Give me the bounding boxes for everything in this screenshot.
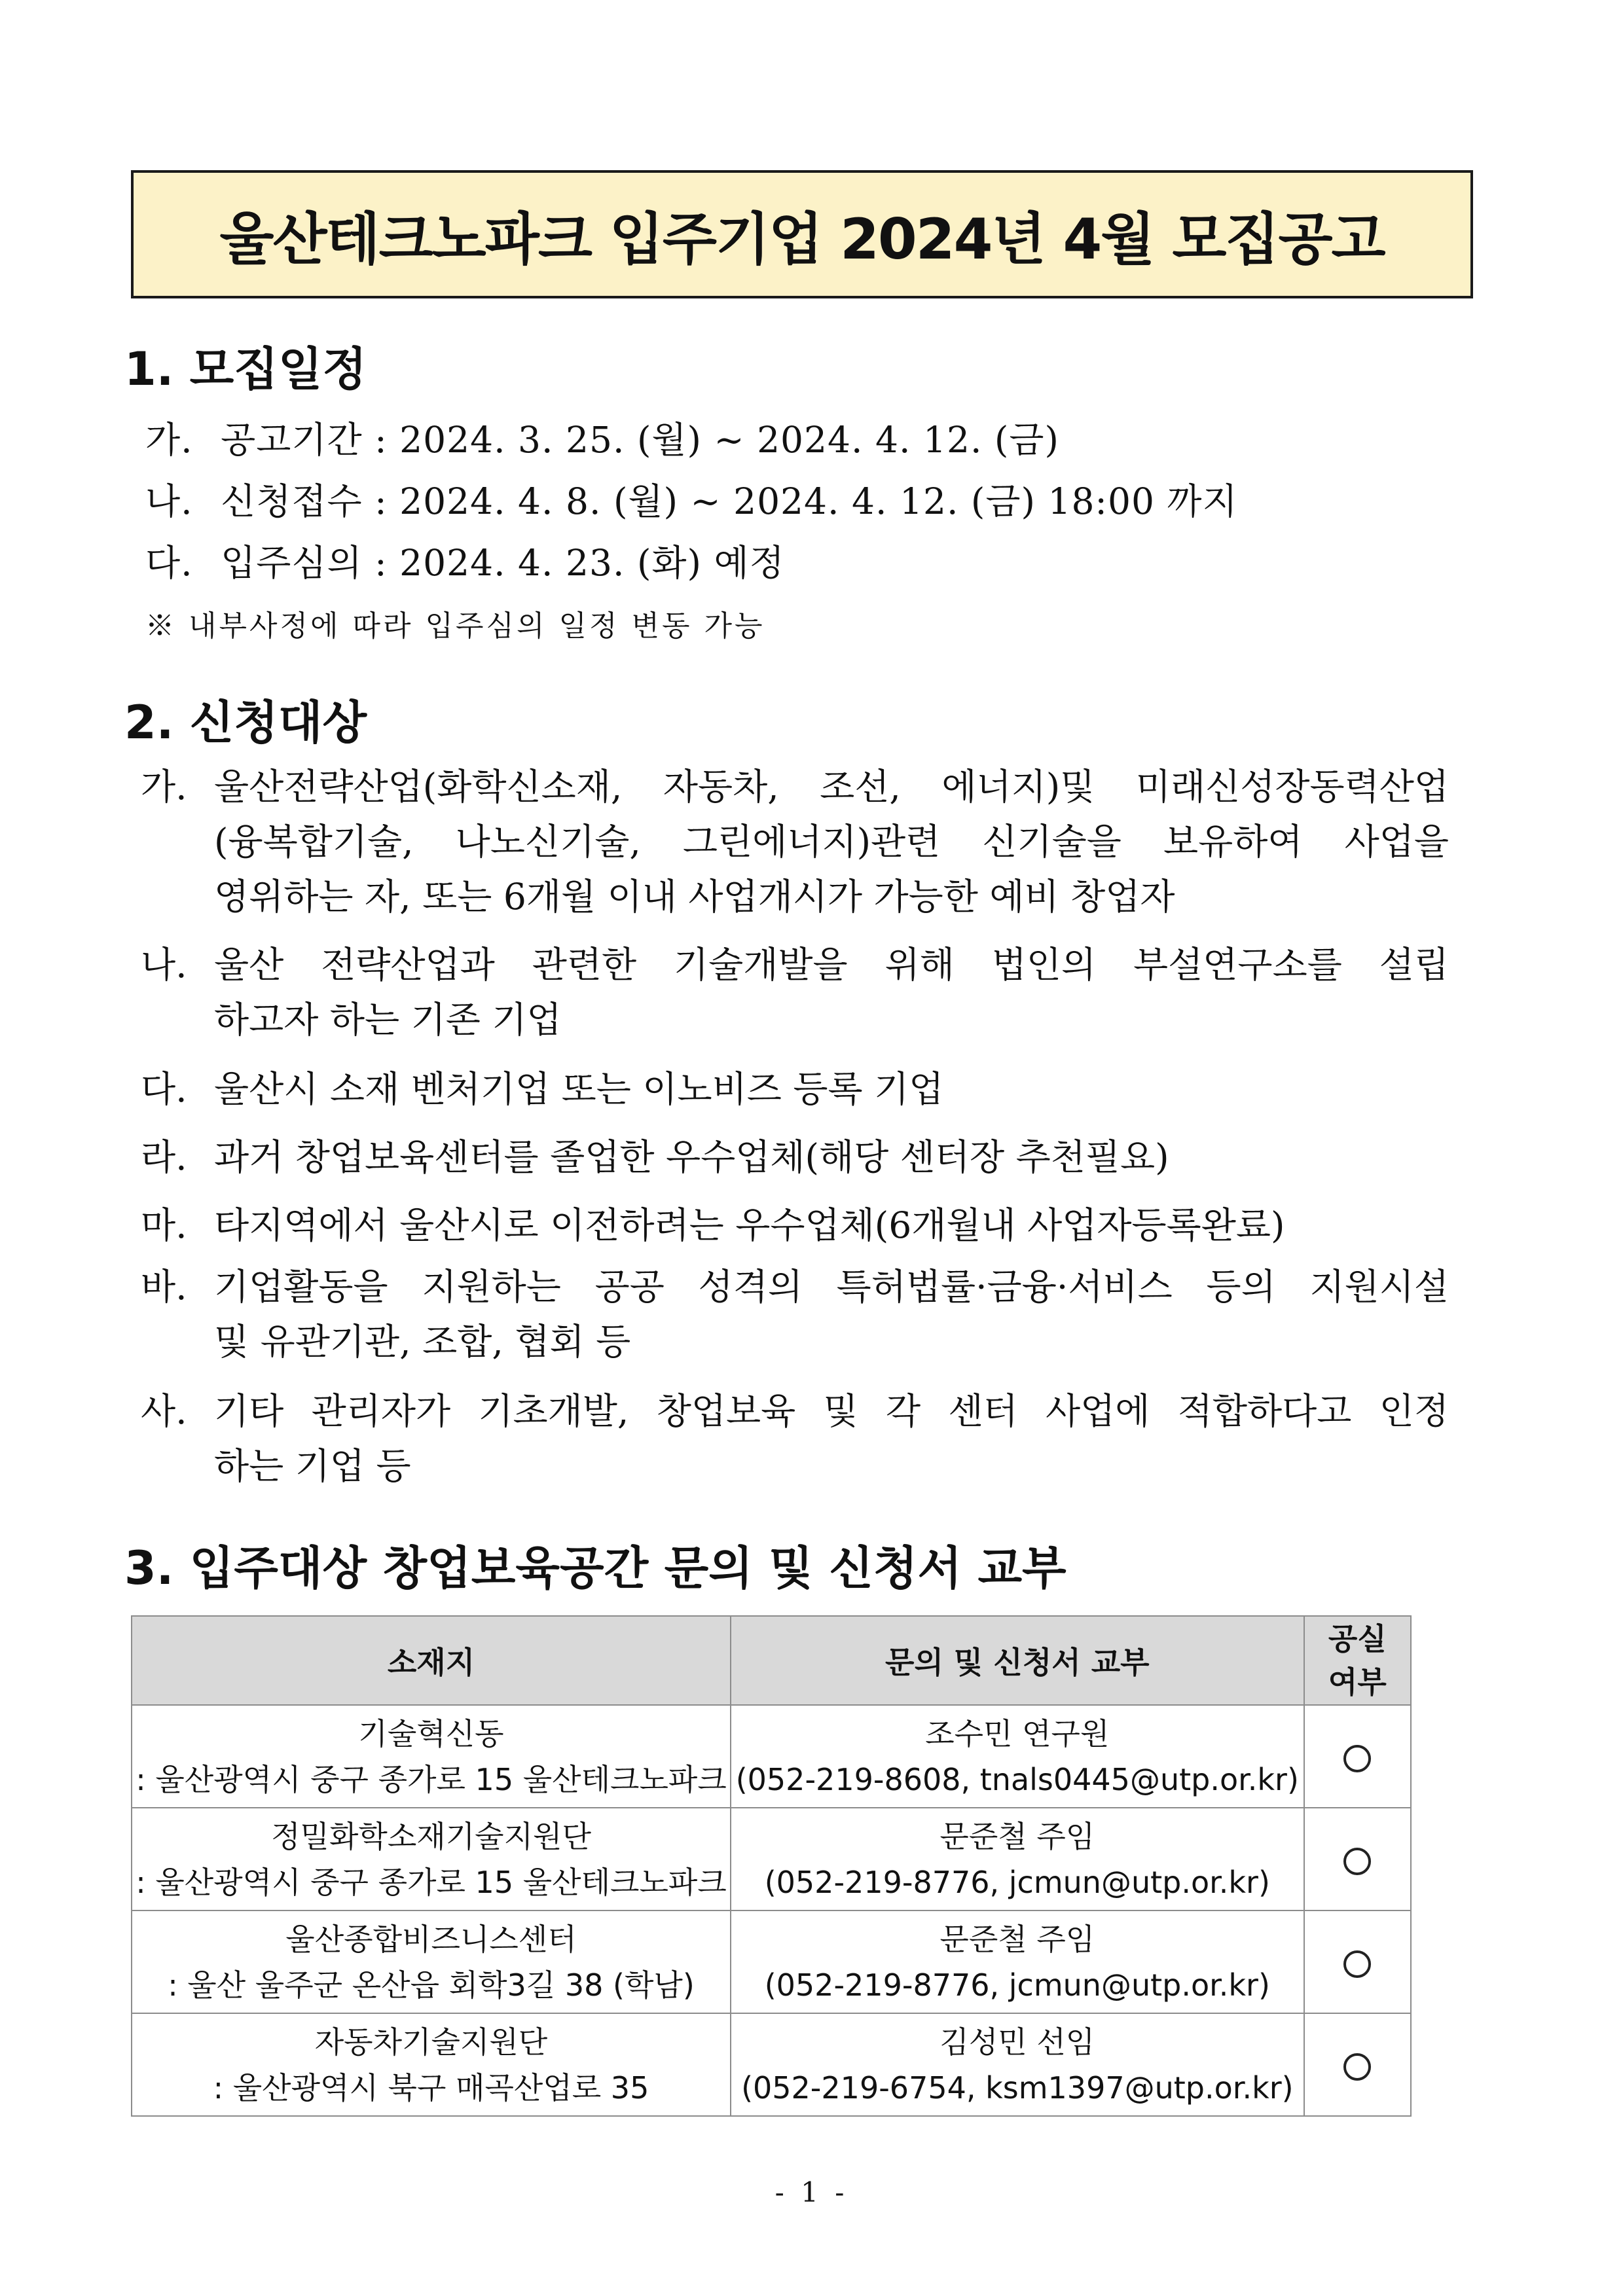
- center-name: 정밀화학소재기술지원단: [271, 1818, 591, 1854]
- center-name: 울산종합비즈니스센터: [285, 1921, 577, 1957]
- eligibility-item-ba: [141, 1259, 1449, 1369]
- table-row: [132, 1808, 1411, 1910]
- location-cell: [132, 1910, 731, 2013]
- availability-cell: [1304, 1910, 1411, 2013]
- section1-heading: 1. 모집일정: [124, 342, 367, 396]
- schedule-marker: 가.: [145, 419, 193, 461]
- eligibility-line: (융복합기술, 나노신기술, 그린에너지)관련 신기술을 보유하여 사업을: [214, 821, 1449, 863]
- eligibility-marker: 사.: [141, 1390, 187, 1432]
- center-name: 자동차기술지원단: [314, 2024, 548, 2060]
- header-availability: [1304, 1616, 1411, 1705]
- available-circle-icon: [1343, 2053, 1371, 2081]
- schedule-note: ※ 내부사정에 따라 입주심의 일정 변동 가능: [145, 609, 765, 643]
- table-row: [132, 2013, 1411, 2116]
- page-title: 울산테크노파크 입주기업 2024년 4월 모집공고: [219, 207, 1385, 272]
- header-availability-line1: 공실: [1328, 1621, 1387, 1657]
- contact-info: (052-219-8608, tnals0445@utp.or.kr): [735, 1761, 1299, 1797]
- header-location: 소재지: [132, 1616, 731, 1705]
- eligibility-item-da: [141, 1062, 1449, 1117]
- contact-person: 문준철 주임: [939, 1921, 1095, 1957]
- schedule-text: 신청접수 : 2024. 4. 8. (월) ~ 2024. 4. 12. (금) 18:00 까지: [221, 480, 1238, 522]
- center-address: : 울산광역시 북구 매곡산업로 35: [213, 2070, 649, 2106]
- table-header-row: [132, 1616, 1411, 1705]
- eligibility-line: 과거 창업보육센터를 졸업한 우수업체(해당 센터장 추천필요): [214, 1136, 1169, 1178]
- contact-person: 문준철 주임: [939, 1818, 1095, 1854]
- eligibility-item-ra: [141, 1130, 1449, 1185]
- schedule-text: 입주심의 : 2024. 4. 23. (화) 예정: [221, 542, 785, 584]
- eligibility-line: 기업활동을 지원하는 공공 성격의 특허법률·금융·서비스 등의 지원시설: [214, 1266, 1449, 1308]
- page-number: - 1 -: [775, 2176, 848, 2208]
- center-address: : 울산광역시 중구 종가로 15 울산테크노파크: [136, 1864, 727, 1900]
- schedule-marker: 다.: [145, 542, 193, 584]
- table-row: [132, 1705, 1411, 1808]
- schedule-item-1: [145, 411, 1059, 463]
- location-cell: [132, 1705, 731, 1808]
- eligibility-line: 하고자 하는 기존 기업: [214, 999, 562, 1041]
- eligibility-marker: 마.: [141, 1204, 187, 1246]
- title-box: [131, 170, 1473, 298]
- eligibility-marker: 가.: [141, 766, 187, 808]
- schedule-item-3: [145, 534, 785, 586]
- contact-cell: [731, 1808, 1304, 1910]
- eligibility-item-ga: [141, 759, 1449, 924]
- table-row: [132, 1910, 1411, 2013]
- schedule-text: 공고기간 : 2024. 3. 25. (월) ~ 2024. 4. 12. (금): [221, 419, 1059, 461]
- section3-heading: 3. 입주대상 창업보육공간 문의 및 신청서 교부: [124, 1541, 1067, 1595]
- contact-cell: [731, 1705, 1304, 1808]
- availability-cell: [1304, 1705, 1411, 1808]
- available-circle-icon: [1343, 1848, 1371, 1875]
- contact-cell: [731, 2013, 1304, 2116]
- contact-info: (052-219-8776, jcmun@utp.or.kr): [764, 1967, 1270, 2003]
- eligibility-line: 하는 기업 등: [214, 1445, 411, 1487]
- eligibility-line: 기타 관리자가 기초개발, 창업보육 및 각 센터 사업에 적합하다고 인정: [214, 1390, 1449, 1432]
- header-contact: 문의 및 신청서 교부: [731, 1616, 1304, 1705]
- schedule-marker: 나.: [145, 480, 193, 522]
- eligibility-line: 울산시 소재 벤처기업 또는 이노비즈 등록 기업: [214, 1068, 944, 1110]
- location-cell: [132, 1808, 731, 1910]
- center-address: : 울산광역시 중구 종가로 15 울산테크노파크: [136, 1761, 727, 1797]
- contact-info: (052-219-6754, ksm1397@utp.or.kr): [741, 2070, 1294, 2106]
- contact-info: (052-219-8776, jcmun@utp.or.kr): [764, 1864, 1270, 1900]
- eligibility-marker: 라.: [141, 1136, 187, 1178]
- available-circle-icon: [1343, 1950, 1371, 1978]
- eligibility-line: 영위하는 자, 또는 6개월 이내 사업개시가 가능한 예비 창업자: [214, 876, 1175, 918]
- availability-cell: [1304, 2013, 1411, 2116]
- eligibility-line: 울산 전략산업과 관련한 기술개발을 위해 법인의 부설연구소를 설립: [214, 944, 1449, 986]
- section2-heading: 2. 신청대상: [124, 696, 367, 749]
- eligibility-line: 및 유관기관, 조합, 협회 등: [214, 1321, 631, 1363]
- eligibility-marker: 나.: [141, 944, 187, 986]
- eligibility-item-ma: [141, 1198, 1449, 1253]
- eligibility-marker: 다.: [141, 1068, 187, 1110]
- eligibility-line: 울산전략산업(화학신소재, 자동차, 조선, 에너지)및 미래신성장동력산업: [214, 766, 1449, 808]
- center-table: [131, 1615, 1412, 2117]
- eligibility-line: 타지역에서 울산시로 이전하려는 우수업체(6개월내 사업자등록완료): [214, 1204, 1285, 1246]
- available-circle-icon: [1343, 1745, 1371, 1772]
- eligibility-marker: 바.: [141, 1266, 187, 1308]
- eligibility-item-na: [141, 937, 1449, 1047]
- contact-person: 조수민 연구원: [925, 1715, 1110, 1751]
- header-availability-line2: 여부: [1328, 1664, 1387, 1700]
- contact-cell: [731, 1910, 1304, 2013]
- schedule-item-2: [145, 473, 1238, 524]
- center-name: 기술혁신동: [358, 1715, 504, 1751]
- center-address: : 울산 울주군 온산읍 회학3길 38 (학남): [168, 1967, 695, 2003]
- location-cell: [132, 2013, 731, 2116]
- contact-person: 김성민 선임: [939, 2024, 1095, 2060]
- eligibility-item-sa: [141, 1384, 1449, 1494]
- availability-cell: [1304, 1808, 1411, 1910]
